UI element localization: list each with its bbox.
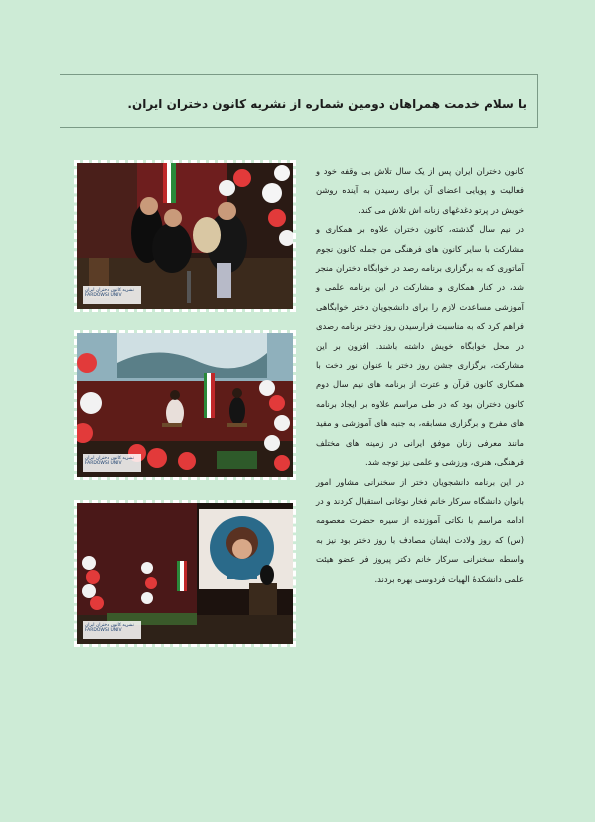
watermark-line2: FARDOWSI UNIV: [85, 628, 122, 633]
paragraph-speech: در این برنامه دانشجویان دختر از سخنرانی مشاور امور بانوان دانشگاه سرکار خانم فخار نوغانی استقبال کردند و در ادامه مراسم با نکاتی آموزنده از سیره حضرت معصومه (س) که روز ولادت ایشان مصادف با روز دختر بود نیز به واسطه سخنرانی سرکار خانم دکتر پیروز فر عضو هیئت علمی دانشکدهٔ الهیات فردوسی بهره بردند.: [316, 476, 524, 584]
paragraph-intro: کانون دختران ایران پس از یک سال تلاش بی وقفه خود و فعالیت و پویایی اعضای آن برای رسیدن به آینده روشن خویش در پرتو دغدغهای زنانه اش تلاش می کند.: [316, 166, 524, 215]
watermark-line1: نشریه کانون دختران ایران: [85, 288, 134, 293]
paragraph-activities: در نیم سال گذشته، کانون دختران علاوه بر همکاری و مشارکت با سایر کانون های فرهنگی من جمله کانون نجوم آماتوری که به برگزاری برنامه رصد در خوابگاه دختران منجر شد، در کنار همکاری و مشارکت در این برنامه علمی و آموزشی مساعدت لازم را برای دانشجویان دختر خوابگاهی فراهم کرد که به مناسبت فرارسیدن روز دختر برنامه رصدی در محل خوابگاه خویش داشته باشند. افزون بر این مشارکت، برگزاری جشن روز دختر با عنوان نور دخت با همکاری کانون قرآن و عترت از برنامه های نیم سال دوم کانون دختران بود که در طی مراسم علاوه بر ایجاد برنامه های مفرح و برگزاری مسابقه، به جنبه های آموزشی و مفید مانند معرفی زنان موفق ایرانی در زمینه های مختلف فرهنگی، هنری، ورزشی و علمی نیز توجه شد.: [316, 224, 524, 468]
watermark-logo: [83, 621, 141, 639]
watermark-line1: نشریه کانون دختران ایران: [85, 456, 134, 461]
watermark-logo: [83, 286, 141, 304]
article-body: [316, 162, 524, 589]
watermark-line1: نشریه کانون دختران ایران: [85, 623, 134, 628]
photo-musicians: [74, 160, 296, 312]
photo-speaker: [74, 500, 296, 647]
title-frame: [60, 74, 538, 128]
watermark-line2: FARDOWSI UNIV: [85, 461, 122, 466]
photo-stage: [74, 330, 296, 480]
watermark-line2: FARDOWSI UNIV: [85, 293, 122, 298]
watermark-logo: [83, 454, 141, 472]
page-title: با سلام خدمت همراهان دومین شماره از نشریه کانون دختران ایران.: [127, 97, 527, 111]
